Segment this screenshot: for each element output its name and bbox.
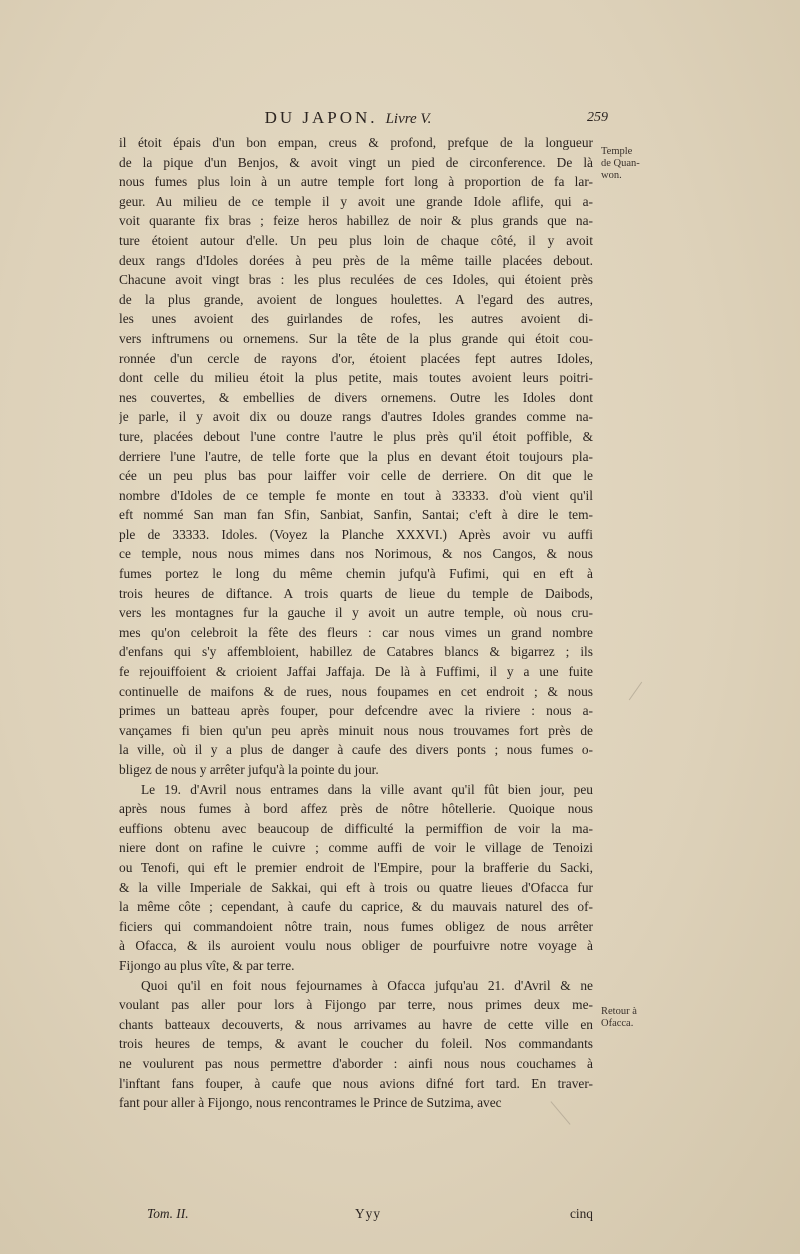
text-line: la même côte ; cependant, à caufe du caprice, & du mauvais naturel des of-: [119, 899, 593, 915]
margin-note-line: de Quan-: [601, 158, 640, 169]
margin-note-retour: [601, 1006, 661, 1030]
margin-note-line: Retour à: [601, 1006, 637, 1017]
text-line: niere dont on rafine le cuivre ; comme auffi de voir le village de Tenoizi: [119, 840, 593, 856]
text-line: Chacune avoit vingt bras : les plus reculées de ces Idoles, qui étoient près: [119, 272, 593, 288]
text-line: primes un batteau après fouper, pour defcendre avec la riviere : nous a-: [119, 703, 593, 719]
text-line: à Ofacca, & ils auroient voulu nous obliger de pourfuivre notre voyage à: [119, 938, 593, 954]
text-line: de la plus grande, avoient de longues houlettes. A l'egard des autres,: [119, 291, 593, 307]
text-line: ficiers qui commandoient nôtre train, nous fumes obligez de nous arrêter: [119, 918, 593, 934]
text-line: Quoi qu'il en foit nous fejournames à Ofacca jufqu'au 21. d'Avril & ne: [141, 977, 593, 993]
running-head: [118, 108, 578, 128]
text-line: nes couvertes, & embellies de divers ornemens. Outre les Idoles dont: [119, 389, 593, 405]
text-line: je parle, il y avoit dix ou douze rangs d'autres Idoles grandes comme na-: [119, 409, 593, 425]
text-line: dont celle du milieu étoit la plus petite, mais toutes avoient leurs poitri-: [119, 370, 593, 386]
margin-note-line: Ofacca.: [601, 1018, 634, 1029]
text-line: les unes avoient des guirlandes de rofes, les autres avoient di-: [119, 311, 593, 327]
text-line: continuelle de maifons & de rues, nous foupames en cet endroit ; & nous: [119, 683, 593, 699]
running-head-title: DU JAPON.: [264, 108, 378, 127]
text-line: & la ville Imperiale de Sakkai, qui eft à trois ou quatre lieues d'Ofacca fur: [119, 879, 593, 895]
pencil-mark: [629, 682, 642, 701]
text-line: vers inftrumens ou ornemens. Sur la tête de la plus grande qui étoit cou-: [119, 330, 593, 346]
text-line: geur. Au milieu de ce temple il y avoit une grande Idole aflife, qui a-: [119, 193, 593, 209]
text-line: trois heures de diftance. A trois quarts de lieue du temple de Daibods,: [119, 585, 593, 601]
text-line: il étoit épais d'un bon empan, creus & profond, prefque de la longueur: [119, 135, 593, 150]
text-line: fe rejouiffoient & crioient Jaffai Jaffaja. De là à Fuffimi, il y a une fuite: [119, 664, 593, 680]
volume-label: Tom. II.: [147, 1206, 189, 1221]
text-line: chants batteaux decouverts, & nous arrivames au havre de cette ville en: [119, 1016, 593, 1032]
page-footer: [147, 1206, 593, 1226]
page-header: [118, 108, 608, 132]
text-line: voulant pas aller pour lors à Fijongo par terre, nous primes deux me-: [119, 997, 593, 1013]
text-line: après nous fumes à bord affez près de nôtre hôtellerie. Quoique nous: [119, 801, 593, 817]
text-line: la ville, où il y a plus de danger à caufe des divers ponts ; nous fumes o-: [119, 742, 593, 758]
page-number: 259: [587, 110, 608, 125]
text-line: ple de 33333. Idoles. (Voyez la Planche XXXVI.) Après avoir vu auffi: [119, 526, 593, 542]
text-line: trois heures de temps, & avant le coucher du foleil. Nos commandants: [119, 1036, 593, 1052]
text-line: Le 19. d'Avril nous entrames dans la ville avant qu'il fût bien jour, peu: [141, 781, 593, 797]
text-line: ou Tenofi, qui eft le premier endroit de l'Empire, pour la brafferie du Sacki,: [119, 859, 593, 875]
catchword: cinq: [569, 1206, 593, 1221]
text-line: nous fumes plus loin à un autre temple fort long à proportion de fa lar-: [119, 174, 593, 190]
margin-note-line: won.: [601, 170, 622, 181]
text-line: voit quarante fix bras ; feize heros habillez de noir & plus grands que na-: [119, 213, 593, 229]
text-line: ture étoient autour d'elle. Un peu plus loin de chaque côté, il y avoit: [119, 232, 593, 248]
text-line: ture, placées debout l'une contre l'autre le plus près qu'il étoit poffible, &: [119, 428, 593, 444]
text-line: fant pour aller à Fijongo, nous rencontrames le Prince de Sutzima, avec: [119, 1095, 502, 1111]
text-line: eft nommé San man fan Sfin, Sanbiat, Sanfin, Santai; c'eft à dire le tem-: [119, 507, 593, 523]
text-line: vançames fi bien qu'un peu après minuit nous nous trouvames fort près de: [119, 722, 593, 738]
text-line: mes qu'on celebroit la fête des fleurs : car nous vimes un grand nombre: [119, 624, 593, 640]
text-line: l'inftant fans fouper, à caufe que nous avions difné fort tard. En traver-: [119, 1075, 593, 1091]
margin-note-temple: [601, 146, 661, 182]
text-line: nombre d'Idoles de ce temple fe monte en tout à 33333. d'où vient qu'il: [119, 487, 593, 503]
text-line: euffions obtenu avec beaucoup de difficulté la permiffion de voir la ma-: [119, 820, 593, 836]
text-line: ce temple, nous nous mimes dans nos Norimous, & nos Cangos, & nous: [119, 546, 593, 562]
text-line: d'enfans qui s'y affembloient, habillez de Catabres blancs & bigarrez ; ils: [119, 644, 593, 660]
text-line: fumes portez le long du même chemin jufqu'à Fufimi, qui en eft à: [119, 566, 593, 582]
running-head-livre: Livre V.: [385, 111, 432, 127]
text-line: Fijongo au plus vîte, & par terre.: [119, 957, 295, 973]
text-line: ne voulurent pas nous permettre d'aborder : ainfi nous nous couchames à: [119, 1055, 593, 1071]
text-line: vers les montagnes fur la gauche il y avoit un autre temple, où nous cru-: [119, 605, 593, 621]
text-line: deux rangs d'Idoles dorées à peu près de la même taille placées debout.: [119, 252, 593, 268]
text-line: ronnée d'un cercle de rayons d'or, étoient placées fept autres Idoles,: [119, 350, 593, 366]
text-line: derriere l'une l'autre, de telle forte que la plus en devant étoit toujours pla-: [119, 448, 593, 464]
text-line: bligez de nous y arrêter jufqu'à la pointe du jour.: [119, 762, 379, 777]
signature-mark: Yyy: [355, 1206, 382, 1221]
body-text: [119, 133, 593, 1113]
text-line: de la pique d'un Benjos, & avoit vingt un pied de circonference. De là: [119, 154, 593, 170]
margin-note-line: Temple: [601, 146, 633, 157]
text-line: cée un peu plus bas pour laiffer voir celle de derriere. On dit que le: [119, 468, 593, 484]
